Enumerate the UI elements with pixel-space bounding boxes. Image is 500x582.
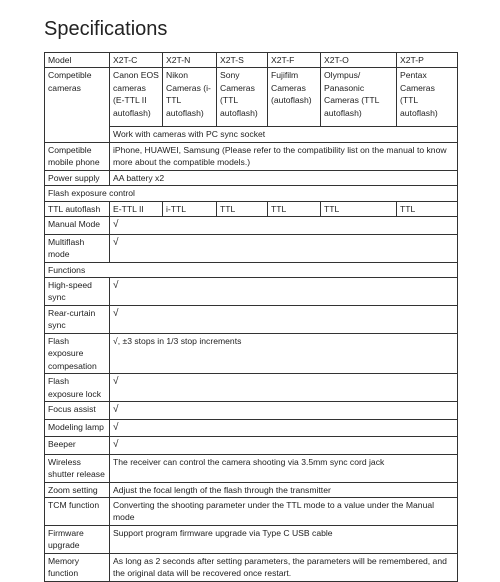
power-supply-value: AA battery x2 [110,170,458,185]
row-flash-exposure-compensation [45,333,458,373]
ttl-x2t-o: TTL [321,201,397,216]
row-ttl-autoflash [45,201,458,216]
tcm-function-label: TCM function [45,497,110,525]
model-x2t-p: X2T-P [397,53,458,68]
page-title: Specifications [44,18,168,40]
row-beeper [45,437,458,455]
rear-curtain-sync-label: Rear-curtain sync [45,305,110,333]
row-tcm-function [45,497,458,525]
ttl-autoflash-label: TTL autoflash [45,201,110,216]
ttl-x2t-s: TTL [217,201,268,216]
manual-mode-check: √ [110,217,458,235]
high-speed-sync-label: High-speed sync [45,278,110,306]
zoom-setting-value: Adjust the focal length of the flash through the transmitter [110,482,458,497]
row-wireless-shutter-release [45,454,458,482]
row-compatible-cameras [45,68,458,127]
model-x2t-s: X2T-S [217,53,268,68]
firmware-upgrade-value: Support program firmware upgrade via Type C USB cable [110,525,458,553]
ttl-x2t-n: i-TTL [163,201,217,216]
wireless-shutter-release-label: Wireless shutter release [45,454,110,482]
row-firmware-upgrade [45,525,458,553]
camera-x2t-o: Olympus/ Panasonic Cameras (TTL autoflash) [321,68,397,127]
pc-sync-note: Work with cameras with PC sync socket [110,127,458,142]
row-high-speed-sync [45,278,458,306]
beeper-label: Beeper [45,437,110,455]
flash-exposure-lock-check: √ [110,374,458,402]
model-label: Model [45,53,110,68]
multiflash-mode-label: Multiflash mode [45,234,110,262]
flash-exposure-compensation-value: √, ±3 stops in 1/3 stop increments [110,333,458,373]
memory-function-label: Memory function [45,553,110,581]
model-x2t-n: X2T-N [163,53,217,68]
high-speed-sync-check: √ [110,278,458,306]
row-rear-curtain-sync [45,305,458,333]
model-x2t-o: X2T-O [321,53,397,68]
modeling-lamp-label: Modeling lamp [45,419,110,437]
row-model [45,53,458,68]
row-flash-exposure-control [45,186,458,201]
ttl-x2t-c: E-TTL II [110,201,163,216]
model-x2t-c: X2T-C [110,53,163,68]
model-x2t-f: X2T-F [268,53,321,68]
wireless-shutter-release-value: The receiver can control the camera shooting via 3.5mm sync cord jack [110,454,458,482]
focus-assist-label: Focus assist [45,402,110,420]
camera-x2t-n: Nikon Cameras (i-TTL autoflash) [163,68,217,127]
mobile-phone-value: iPhone, HUAWEI, Samsung (Please refer to the compatibility list on the manual to know more about the compatible models.) [110,142,458,170]
zoom-setting-label: Zoom setting [45,482,110,497]
multiflash-mode-check: √ [110,234,458,262]
row-power-supply [45,170,458,185]
camera-x2t-f: Fujifilm Cameras (autoflash) [268,68,321,127]
ttl-x2t-p: TTL [397,201,458,216]
row-memory-function [45,553,458,581]
camera-x2t-s: Sony Cameras (TTL autoflash) [217,68,268,127]
tcm-function-value: Converting the shooting parameter under the TTL mode to a value under the Manual mode [110,497,458,525]
mobile-phone-label: Competible mobile phone [45,142,110,170]
camera-x2t-p: Pentax Cameras (TTL autoflash) [397,68,458,127]
power-supply-label: Power supply [45,170,110,185]
manual-mode-label: Manual Mode [45,217,110,235]
row-manual-mode [45,217,458,235]
memory-function-value: As long as 2 seconds after setting parameters, the parameters will be remembered, and the original data will be recovered once restart. [110,553,458,581]
ttl-x2t-f: TTL [268,201,321,216]
focus-assist-check: √ [110,402,458,420]
rear-curtain-sync-check: √ [110,305,458,333]
row-modeling-lamp [45,419,458,437]
flash-exposure-compensation-label: Flash exposure compesation [45,333,110,373]
flash-exposure-control-label: Flash exposure control [45,186,458,201]
row-zoom-setting [45,482,458,497]
functions-label: Functions [45,262,458,277]
row-functions [45,262,458,277]
row-focus-assist [45,402,458,420]
modeling-lamp-check: √ [110,419,458,437]
camera-x2t-c: Canon EOS cameras (E-TTL II autoflash) [110,68,163,127]
row-mobile-phone [45,142,458,170]
row-multiflash-mode [45,234,458,262]
specifications-table [44,52,458,582]
beeper-check: √ [110,437,458,455]
compatible-cameras-label: Competible cameras [45,68,110,142]
flash-exposure-lock-label: Flash exposure lock [45,374,110,402]
firmware-upgrade-label: Firmware upgrade [45,525,110,553]
row-flash-exposure-lock [45,374,458,402]
